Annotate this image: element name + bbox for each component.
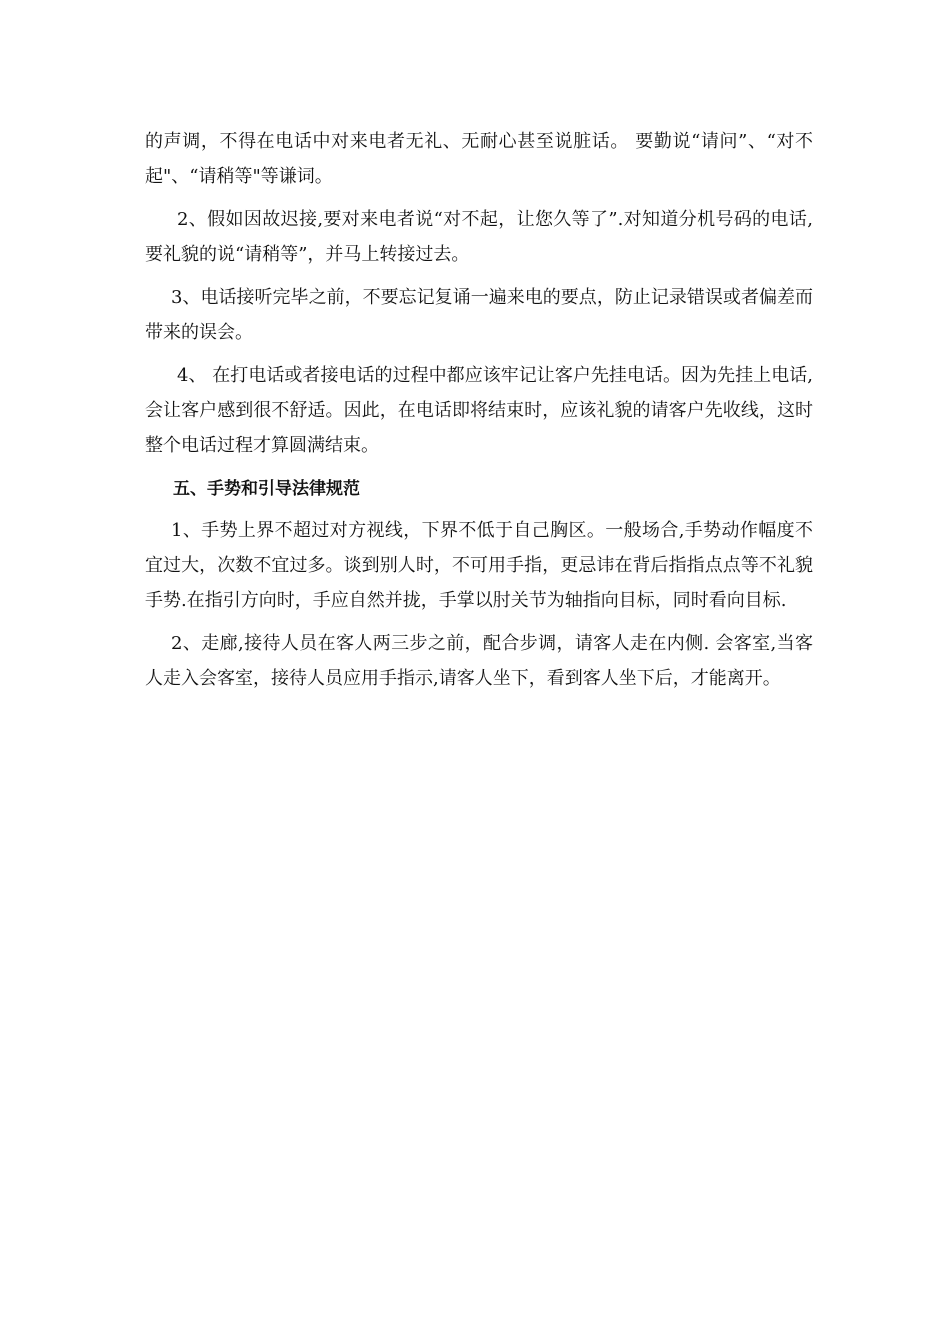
paragraph-continuation: 的声调，不得在电话中对来电者无礼、无耐心甚至说脏话。 要勤说“请问”、“对不起"、“请稍等"等谦词。 — [145, 131, 813, 187]
section-heading: 五、手势和引导法律规范 — [173, 479, 360, 499]
paragraph-item-3: 3、电话接听完毕之前，不要忘记复诵一遍来电的要点，防止记录错误或者偏差而带来的误会。 — [145, 287, 813, 343]
paragraph-item-2: 2、假如因故迟接,要对来电者说“对不起，让您久等了”.对知道分机号码的电话,要礼貌的说“请稍等”，并马上转接过去。 — [145, 209, 813, 265]
document-body — [145, 124, 813, 704]
paragraph-item-4: 4、 在打电话或者接电话的过程中都应该牢记让客户先挂电话。因为先挂上电话,会让客户感到很不舒适。因此，在电话即将结束时，应该礼貌的请客户先收线，这时整个电话过程才算圆满结束。 — [145, 365, 813, 456]
section-paragraph-2: 2、走廊,接待人员在客人两三步之前，配合步调，请客人走在内侧. 会客室,当客人走入会客室，接待人员应用手指示,请客人坐下，看到客人坐下后，才能离开。 — [145, 633, 813, 689]
section-paragraph-1: 1、手势上界不超过对方视线，下界不低于自己胸区。一般场合,手势动作幅度不宜过大，次数不宜过多。谈到别人时，不可用手指，更忌讳在背后指指点点等不礼貌手势.在指引方向时，手应自然并拢，手掌以肘关节为轴指向目标，同时看向目标. — [145, 520, 813, 611]
